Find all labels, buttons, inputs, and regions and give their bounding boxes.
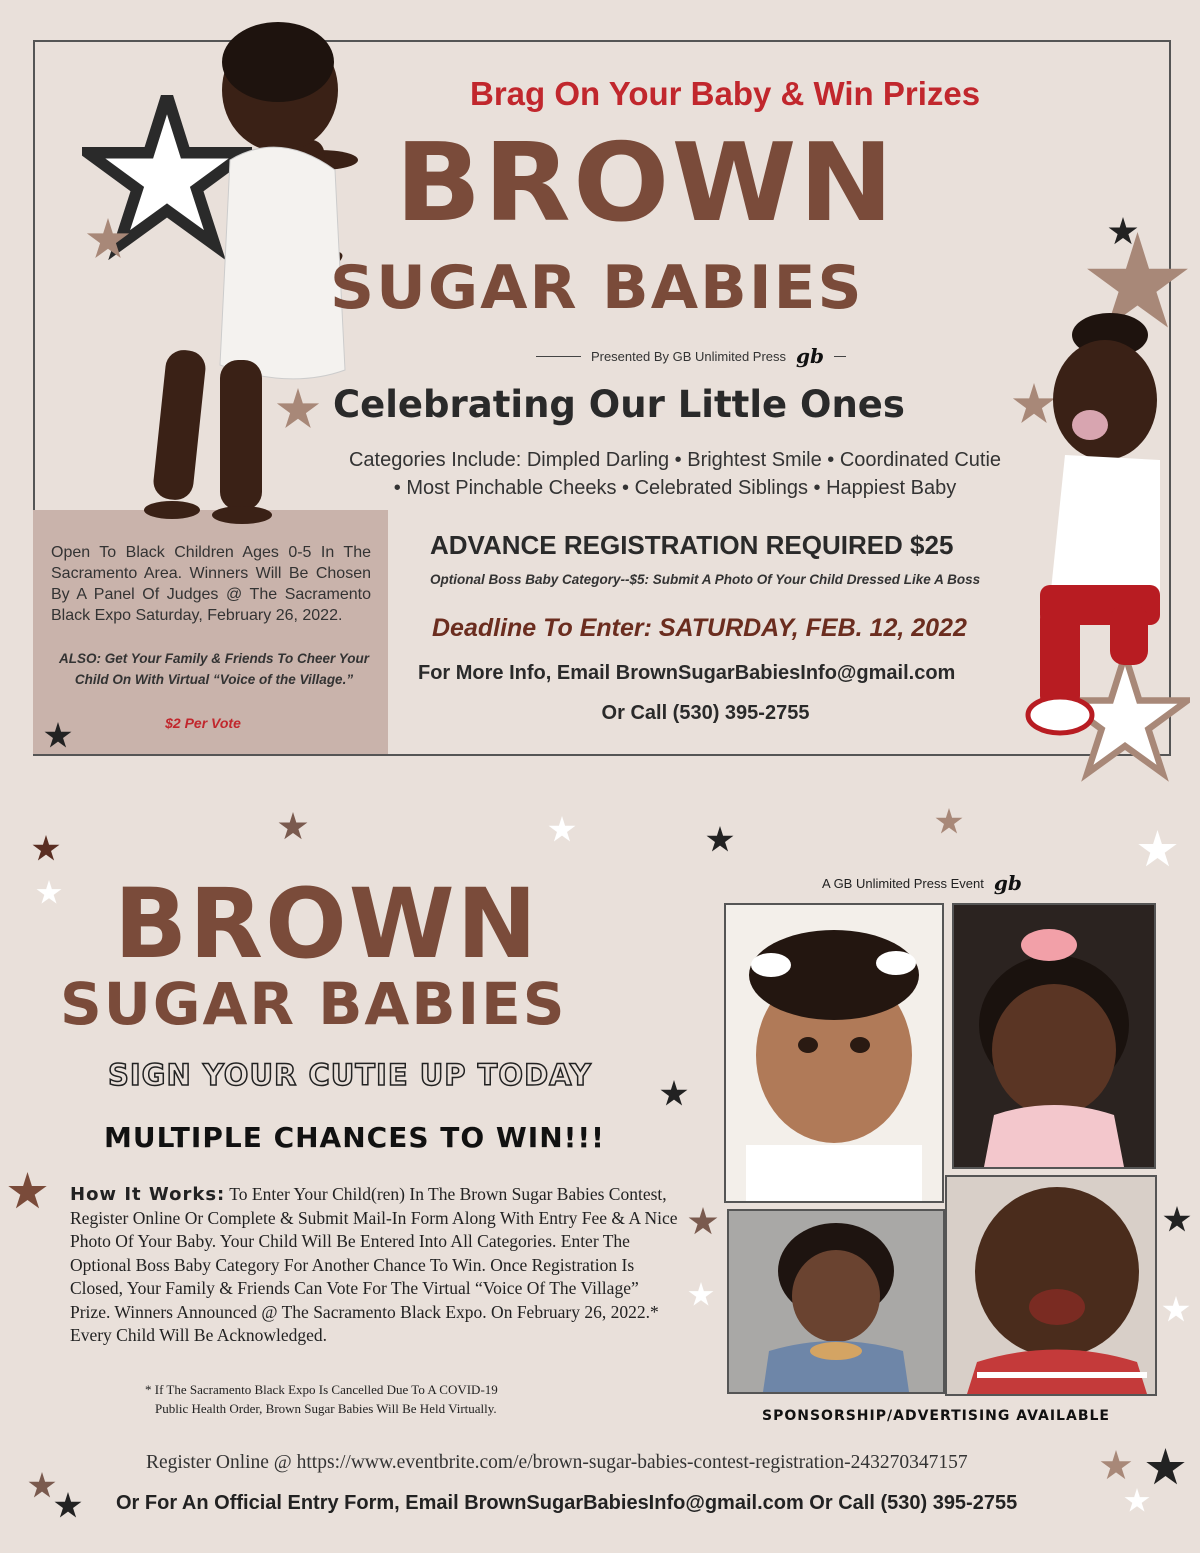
star-icon (660, 1080, 688, 1108)
star-icon (548, 816, 576, 844)
presented-by-text: Presented By GB Unlimited Press (590, 348, 787, 364)
subtitle: Celebrating Our Little Ones (333, 383, 905, 426)
star-icon (1163, 1206, 1191, 1234)
footnote-line: * If The Sacramento Black Expo Is Cancelled Due To A COVID-19 (145, 1382, 498, 1397)
baby-photo-image (947, 1177, 1155, 1394)
presented-by (536, 344, 846, 368)
register-online-link[interactable]: Register Online @ https://www.eventbrite.com/e/brown-sugar-babies-contest-registration-243270347157 (146, 1452, 968, 1473)
baby-photo (952, 903, 1156, 1169)
how-body: To Enter Your Child(ren) In The Brown Sugar Babies Contest, Register Online Or Complete & Submit Mail-In Form Along With Entry Fee & A Nice Photo Of Your Baby. Your Child Will Be Entered Into All Categories. Enter The Optional Boss Baby Category For Another Chance To Win. Once Registration Is Closed, Your Family & Friends Can Vote For The Virtual “Voice Of The Village” Prize. Winners Announced @ The Sacramento Black Expo. On February 26, 2022.* Every Child Will Be Acknowledged. (70, 1184, 678, 1345)
categories-line: Categories Include: Dimpled Darling • Brightest Smile • Coordinated Cutie (348, 449, 1002, 471)
sponsorship-note: SPONSORSHIP/ADVERTISING AVAILABLE (762, 1408, 1110, 1424)
baby-photo-right (1010, 305, 1180, 745)
categories (300, 446, 1050, 502)
star-icon (54, 1492, 82, 1520)
star-icon (935, 808, 963, 836)
star-icon (1162, 1296, 1190, 1324)
star-icon (0, 1172, 55, 1212)
divider (834, 356, 846, 357)
covid-footnote (145, 1380, 585, 1418)
baby-photo (724, 903, 944, 1203)
star-icon (28, 1472, 56, 1500)
star-icon (1138, 1448, 1193, 1488)
tagline: Brag On Your Baby & Win Prizes (470, 75, 981, 112)
how-heading: How It Works: (70, 1184, 226, 1205)
sign-up-headline: SIGN YOUR CUTIE UP TODAY (108, 1058, 592, 1092)
title-brown: BROWN (114, 868, 539, 980)
title-sugar-babies: SUGAR BABIES (60, 970, 567, 1038)
title-brown: BROWN (395, 121, 896, 246)
divider (536, 356, 581, 357)
baby-photo (727, 1209, 945, 1394)
vote-price: $2 Per Vote (165, 715, 241, 731)
star-icon (688, 1282, 714, 1308)
baby-photo (945, 1175, 1157, 1396)
baby-photo-image (729, 1211, 943, 1392)
event-by-text: A GB Unlimited Press Event (822, 875, 984, 891)
star-icon (688, 1207, 718, 1237)
categories-line: • Most Pinchable Cheeks • Celebrated Siblings • Happiest Baby (393, 477, 957, 499)
deadline: Deadline To Enter: SATURDAY, FEB. 12, 2022 (432, 614, 967, 642)
star-icon (32, 835, 60, 863)
voice-of-village-text: ALSO: Get Your Family & Friends To Cheer Your Child On With Virtual “Voice of the Village.” (58, 651, 370, 687)
baby-photo-image (726, 905, 942, 1201)
event-by (822, 871, 1022, 895)
star-icon (706, 826, 734, 854)
footnote-line: Public Health Order, Brown Sugar Babies Will Be Held Virtually. (155, 1401, 497, 1416)
star-icon (278, 812, 308, 842)
how-it-works (70, 1183, 680, 1348)
optional-category: Optional Boss Baby Category--$5: Submit A Photo Of Your Child Dressed Like A Boss (430, 572, 981, 587)
star-icon (1130, 830, 1185, 870)
star-icon (36, 880, 62, 906)
multiple-chances: MULTIPLE CHANCES TO WIN!!! (104, 1121, 605, 1154)
official-form-contact: Or For An Official Entry Form, Email BrownSugarBabiesInfo@gmail.com Or Call (530) 395-2755 (116, 1492, 1018, 1514)
star-icon (1100, 1450, 1132, 1482)
contact-phone: Or Call (530) 395-2755 (601, 702, 810, 724)
contact-email: For More Info, Email BrownSugarBabiesInfo@gmail.com (418, 662, 956, 684)
star-icon (1124, 1488, 1150, 1514)
eligibility-text: Open To Black Children Ages 0-5 In The Sacramento Area. Winners Will Be Chosen By A Panel Of Judges @ The Sacramento Black Expo Saturday, February 26, 2022. (51, 544, 371, 624)
gb-logo: gb (993, 871, 1022, 895)
gb-logo: gb (796, 344, 824, 368)
baby-photo-image (954, 905, 1154, 1167)
registration-fee: ADVANCE REGISTRATION REQUIRED $25 (430, 530, 954, 560)
title-sugar-babies: SUGAR BABIES (330, 253, 864, 323)
